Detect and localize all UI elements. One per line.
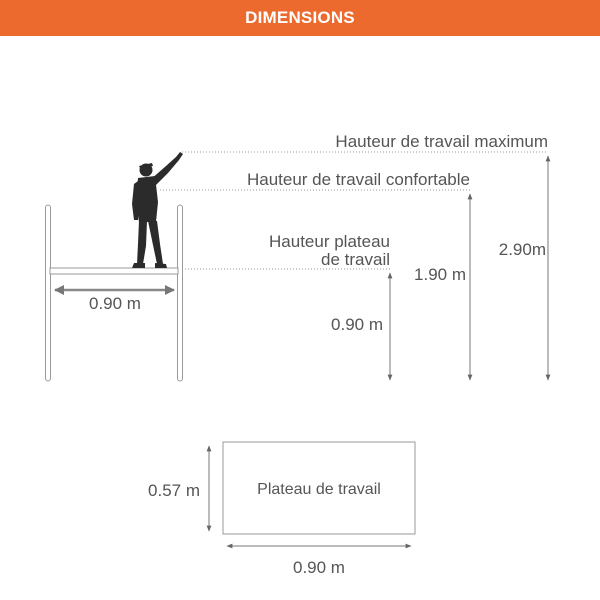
page-title: DIMENSIONS xyxy=(245,8,355,27)
label-comfort-height: Hauteur de travail confortable xyxy=(246,170,470,189)
scaffold-platform xyxy=(50,268,178,274)
value-platform-height: 0.90 m xyxy=(331,315,383,334)
label-platform-height-line1: Hauteur plateau xyxy=(269,232,390,251)
value-platform-width: 0.90 m xyxy=(89,294,141,313)
value-plan-width: 0.90 m xyxy=(293,558,345,577)
label-max-height: Hauteur de travail maximum xyxy=(335,132,548,151)
scaffold-post-right xyxy=(178,205,183,381)
value-comfort-height: 1.90 m xyxy=(414,265,466,284)
value-max-height: 2.90m xyxy=(498,240,546,259)
scaffold-post-left xyxy=(46,205,51,381)
label-platform-height-line2: de travail xyxy=(321,250,390,269)
value-plan-depth: 0.57 m xyxy=(148,481,200,500)
plan-platform-label: Plateau de travail xyxy=(257,481,381,498)
worker-figure-icon xyxy=(132,152,183,268)
